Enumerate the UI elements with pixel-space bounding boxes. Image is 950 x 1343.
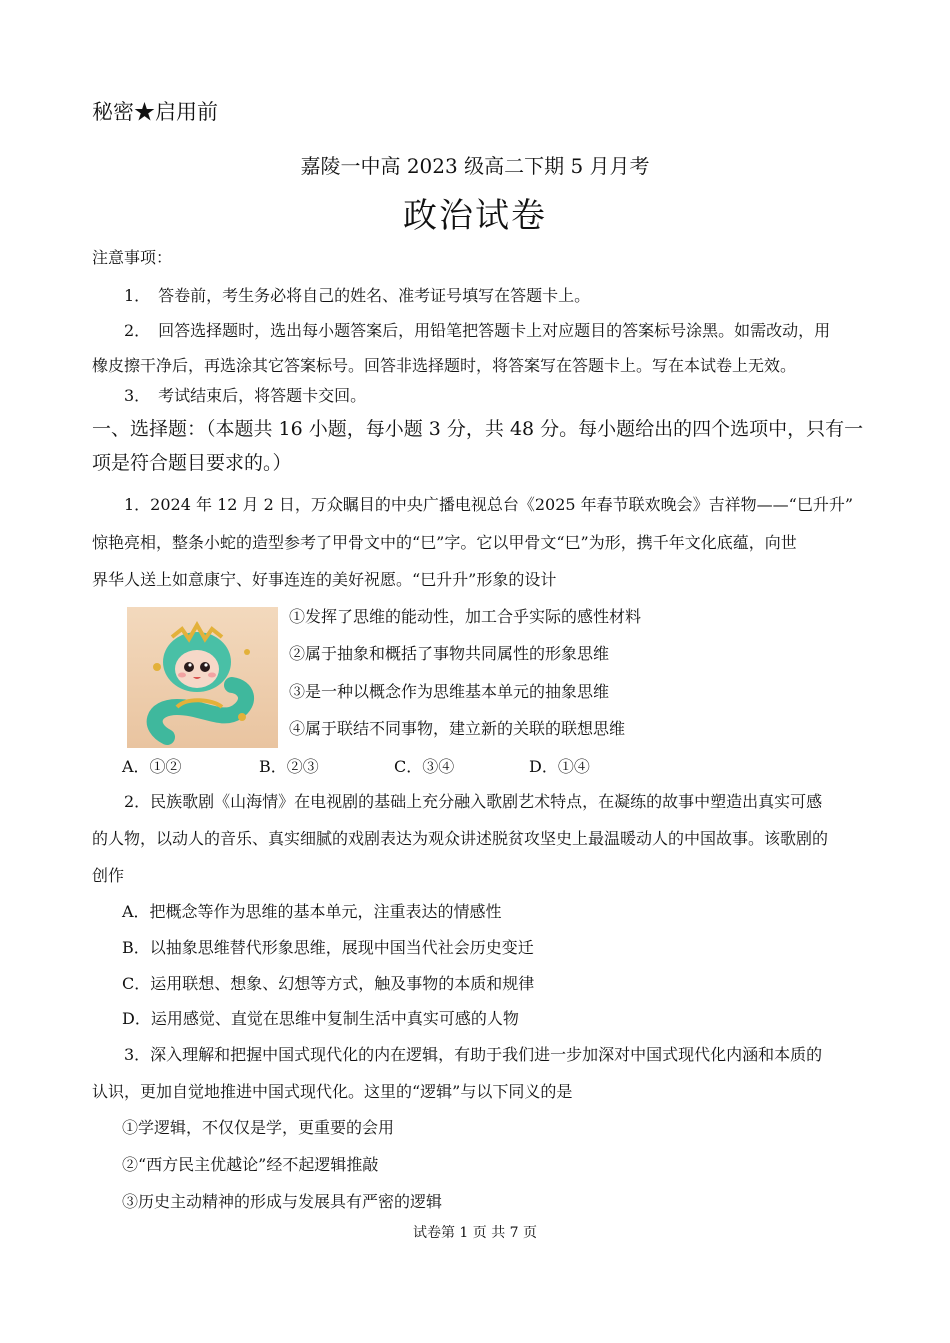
- q3-stem: 认识，更加自觉地推进中国式现代化。这里的“逻辑”与以下同义的是: [92, 1082, 573, 1101]
- q1-option-a: A．①②: [122, 757, 182, 776]
- section-heading: 一、选择题：（本题共 16 小题，每小题 3 分，共 48 分。每小题给出的四个选项中，只有一: [92, 418, 864, 440]
- q1-option-b: B．②③: [259, 757, 319, 776]
- q2-option-b: B．以抽象思维替代形象思维，展现中国当代社会历史变迁: [122, 938, 534, 957]
- notice-item: 2． 回答选择题时，选出每小题答案后，用铅笔把答题卡上对应题目的答案标号涂黑。如需改动，用: [124, 321, 831, 340]
- q2-option-c: C．运用联想、想象、幻想等方式，触及事物的本质和规律: [122, 974, 535, 993]
- q1-stem: 惊艳亮相，整条小蛇的造型参考了甲骨文中的“巳”字。它以甲骨文“巳”为形，携千年文化底蕴，向世: [92, 533, 797, 552]
- exam-subtitle: 嘉陵一中高 2023 级高二下期 5 月月考: [300, 154, 650, 178]
- q2-stem: 2．民族歌剧《山海情》在电视剧的基础上充分融入歌剧艺术特点，在凝练的故事中塑造出真实可感: [124, 792, 823, 811]
- q3-statement: ②“西方民主优越论”经不起逻辑推敲: [122, 1155, 379, 1174]
- q1-statement: ④属于联结不同事物，建立新的关联的联想思维: [289, 719, 626, 738]
- q1-statement: ①发挥了思维的能动性，加工合乎实际的感性材料: [289, 607, 642, 626]
- q1-stem: 1．2024 年 12 月 2 日，万众瞩目的中央广播电视总台《2025 年春节联欢晚会》吉祥物——“巳升升”: [124, 495, 854, 514]
- section-heading-cont: 项是符合题目要求的。）: [92, 452, 292, 474]
- page-footer: 试卷第 1 页 共 7 页: [412, 1225, 538, 1241]
- exam-title: 政治试卷: [403, 196, 547, 236]
- q2-stem: 创作: [92, 866, 125, 885]
- q3-stem: 3．深入理解和把握中国式现代化的内在逻辑，有助于我们进一步加深对中国式现代化内涵和本质的: [124, 1045, 823, 1064]
- q2-option-d: D．运用感觉、直觉在思维中复制生活中真实可感的人物: [122, 1009, 519, 1028]
- confidential-mark: 秘密★启用前: [92, 100, 218, 124]
- notice-item: 橡皮擦干净后，再选涂其它答案标号。回答非选择题时，将答案写在答题卡上。写在本试卷上无效。: [92, 356, 797, 375]
- notice-heading: 注意事项：: [92, 248, 173, 267]
- q1-statement: ③是一种以概念作为思维基本单元的抽象思维: [289, 682, 610, 701]
- q1-statement: ②属于抽象和概括了事物共同属性的形象思维: [289, 644, 610, 663]
- q3-statement: ①学逻辑，不仅仅是学，更重要的会用: [122, 1118, 395, 1137]
- notice-item: 3． 考试结束后，将答题卡交回。: [124, 386, 367, 405]
- q1-option-c: C．③④: [394, 757, 455, 776]
- q2-stem: 的人物，以动人的音乐、真实细腻的戏剧表达为观众讲述脱贫攻坚史上最温暖动人的中国故事。该歌剧的: [92, 829, 829, 848]
- mascot-snake-image: [127, 607, 278, 748]
- q1-stem: 界华人送上如意康宁、好事连连的美好祝愿。“巳升升”形象的设计: [92, 570, 557, 589]
- q1-option-d: D．①④: [529, 757, 590, 776]
- q3-statement: ③历史主动精神的形成与发展具有严密的逻辑: [122, 1192, 443, 1211]
- notice-item: 1． 答卷前，考生务必将自己的姓名、准考证号填写在答题卡上。: [124, 286, 591, 305]
- q2-option-a: A．把概念等作为思维的基本单元，注重表达的情感性: [122, 902, 502, 921]
